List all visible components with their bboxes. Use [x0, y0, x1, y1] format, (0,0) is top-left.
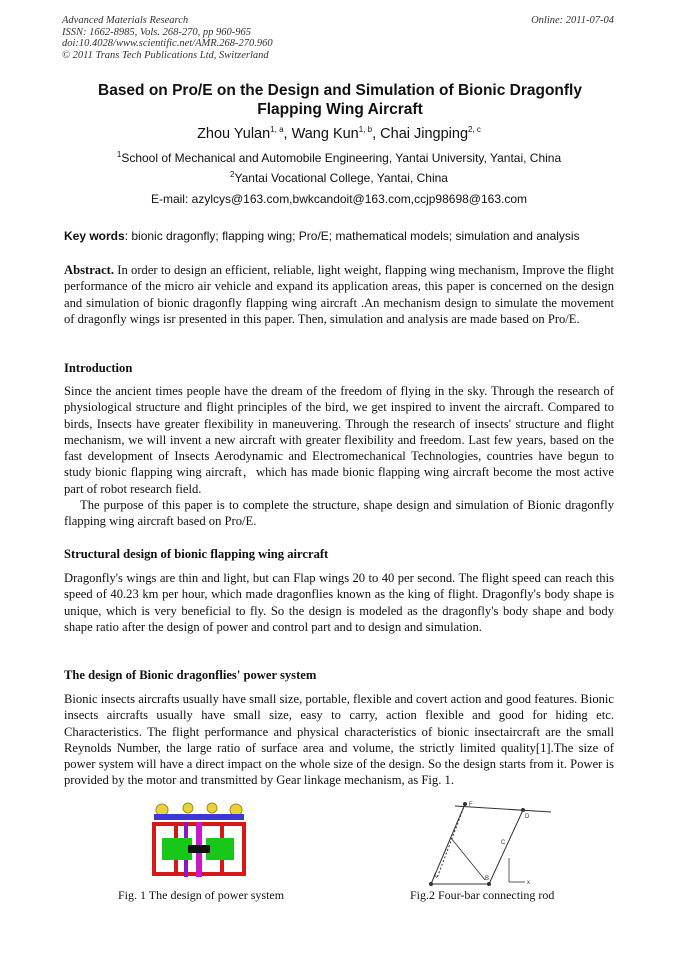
keywords [64, 229, 624, 243]
author-separator: , [372, 125, 381, 142]
issn-line: ISSN: 1662-8985, Vols. 268-270, pp 960-965 [62, 26, 251, 38]
author-1: Zhou Yulan [197, 125, 271, 142]
pivot-icon [487, 882, 491, 886]
label-x: x [527, 880, 530, 886]
affiliation-1 [0, 150, 678, 165]
affiliation-1-text: School of Mechanical and Automobile Engineering, Yantai University, Yantai, China [121, 151, 562, 165]
affiliation-2-sup: 2 [230, 170, 235, 179]
gear-icon [207, 803, 217, 813]
pivot-icon [429, 882, 433, 886]
label-a: A [433, 874, 438, 880]
right-link [489, 810, 523, 884]
title-line-1: Based on Pro/E on the Design and Simulation of Bionic Dragonfly [98, 82, 582, 99]
four-bar-figure [425, 798, 555, 886]
motor [206, 838, 234, 860]
diagonal-link [451, 838, 485, 880]
author-list [0, 125, 678, 142]
affiliation-2 [0, 170, 678, 185]
introduction-paragraph-2: The purpose of this paper is to complete the structure, shape design and simulation of Bionic dragonfly flapping wing aircraft based on Pro/E. [64, 498, 614, 529]
figure-1-caption: Fig. 1 The design of power system [118, 888, 285, 902]
email-line[interactable]: E-mail: azylcys@163.com,bwkcandoit@163.com,ccjp98698@163.com [150, 192, 528, 206]
abstract-text: In order to design an efficient, reliable, light weight, flapping wing mechanism, Improve the flight performance of the micro air vehicle and expand its application areas, this paper is concerned on the design and simulation of bionic dragonfly flapping wing aircraft .An mechanism design to simulate the movement of dragonfly wings isr presented in this paper. Then, simulation and analysis are made based on Pro/E. [64, 263, 614, 326]
crossbar [154, 814, 244, 820]
keywords-label: Key words [64, 229, 125, 243]
label-f: F [469, 802, 473, 808]
introduction-paragraph-1: Since the ancient times people have the dream of the freedom of flying in the sky. Through the research of physiological structure and flight principles of the bird, we get inspired to invent the aircraft. Compared to birds, Insects have greater flexibility in maneuvering. Through the research of insects' structure and flight mechanism, we will invent a new aircraft with greater flexibility and freedom. Last few years, based on the fast development of Insects Aerodynamic and Electromechanical Technologies, countries have begun to study bionic flapping wing aircraft，which has made bionic flapping wing aircraft become the most active part of robot research field. [64, 384, 614, 496]
pivot-icon [463, 802, 467, 806]
power-paragraph: Bionic insects aircrafts usually have small size, portable, flexible and covert action and good features. Bionic insects aircrafts usually have small size, easy to carry, action flexible and good for hiding etc. Characteristics. The flight performance and physical characteristics of bionic insectaircraft are the small Reynolds Number, the large ratio of surface area and volume, the strictly limited quality[1].The size of power system will have a direct impact on the whole size of the design. So the design starts from it. Power is provided by the motor and transmitted by Gear linkage mechanism, as Fig. 1. [64, 692, 614, 788]
author-separator: , [283, 125, 292, 142]
left-link [431, 804, 465, 884]
author-2-sup: 1, b [358, 125, 373, 134]
structural-heading: Structural design of bionic flapping wing aircraft [64, 547, 329, 561]
pivot-icon [521, 808, 525, 812]
figure-2-caption: Fig.2 Four-bar connecting rod [410, 888, 555, 902]
online-date: Online: 2011-07-04 [531, 15, 614, 26]
author-3-sup: 2, c [468, 125, 481, 134]
journal-name: Advanced Materials Research [62, 15, 189, 26]
power-system-figure [140, 800, 260, 880]
title-line-2: Flapping Wing Aircraft [257, 100, 423, 118]
label-b: B [485, 876, 490, 882]
introduction-heading: Introduction [64, 361, 133, 375]
running-header [62, 15, 614, 61]
label-c: C [501, 840, 506, 846]
author-1-sup: 1, a [270, 125, 284, 134]
power-heading: The design of Bionic dragonflies' power system [64, 668, 317, 682]
copyright-line: © 2011 Trans Tech Publications Ltd, Switzerland [62, 49, 269, 61]
keywords-text: : bionic dragonfly; flapping wing; Pro/E; mathematical models; simulation and analysis [124, 229, 580, 243]
paper-title [40, 82, 640, 119]
coupling [188, 845, 210, 853]
label-d: D [525, 814, 530, 820]
structural-paragraph: Dragonfly's wings are thin and light, but can Flap wings 20 to 40 per second. The flight speed can reach this speed of 40.23 km per hour, which made dragonflies known as the king of flight. Dragonfly's body shape is unique, which is very beneficial to fly. So the design is modeled as the dragonfly's body shape and body shape ratio after the design of power and control part and to design and simulation. [64, 571, 614, 634]
author-3: Chai Jingping [380, 125, 469, 142]
motor [162, 838, 192, 860]
affiliation-2-text: Yantai Vocational College, Yantai, China [234, 171, 448, 185]
abstract [64, 262, 614, 327]
author-2: Wang Kun [291, 125, 359, 142]
doi-line: doi:10.4028/www.scientific.net/AMR.268-270.960 [62, 38, 273, 49]
affiliation-1-sup: 1 [116, 150, 122, 159]
abstract-label: Abstract. [64, 263, 115, 277]
gear-icon [183, 803, 193, 813]
